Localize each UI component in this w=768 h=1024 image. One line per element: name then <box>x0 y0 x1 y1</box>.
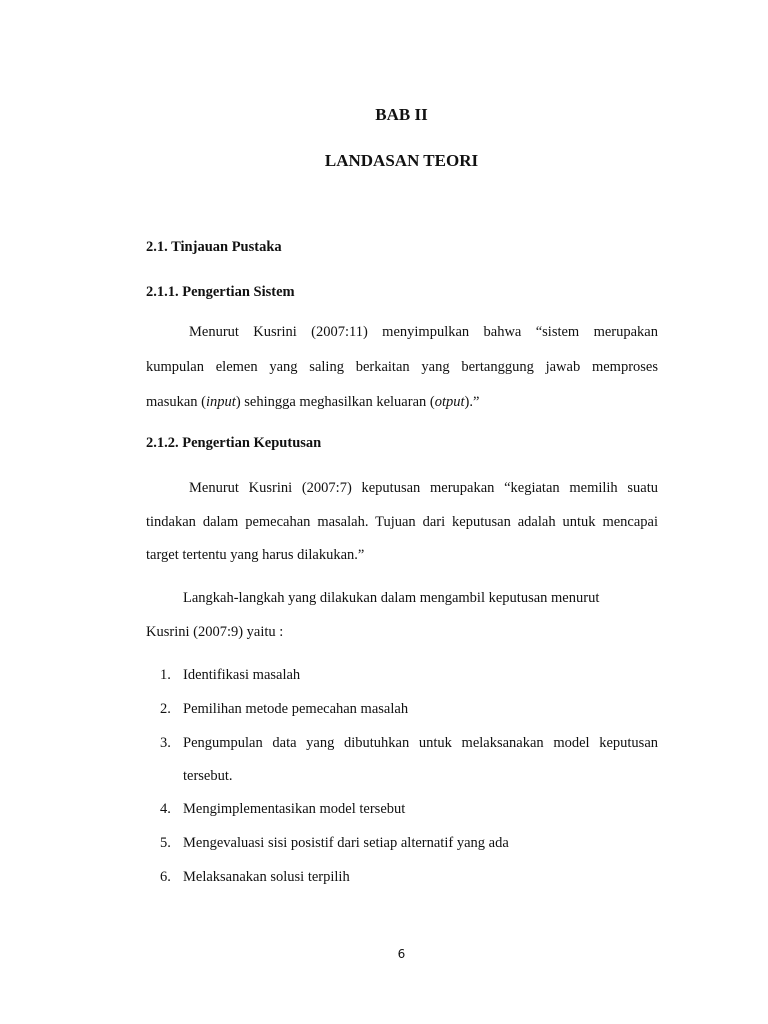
list-item <box>160 701 408 718</box>
list-item-number: 5. <box>160 835 171 851</box>
keputusan-paragraph-line-2: tindakan dalam pemecahan masalah. Tujuan dari keputusan adalah untuk mencapai <box>146 514 658 530</box>
section-heading-2-1-2: 2.1.2. Pengertian Keputusan <box>146 435 322 451</box>
list-item <box>160 801 405 818</box>
sistem-paragraph-line-2: kumpulan elemen yang saling berkaitan yang bertanggung jawab memproses <box>146 359 658 375</box>
list-item-number: 3. <box>160 735 171 751</box>
list-item-text: Melaksanakan solusi terpilih <box>183 869 350 885</box>
keputusan-paragraph-line-1: Menurut Kusrini (2007:7) keputusan merupakan “kegiatan memilih suatu <box>189 480 658 496</box>
page-number: 6 <box>397 947 406 961</box>
list-item-number: 1. <box>160 667 171 683</box>
sistem-paragraph-line-3 <box>146 394 479 411</box>
list-item <box>160 835 509 852</box>
input-term: input <box>206 394 236 410</box>
text-fragment: ).” <box>464 394 480 410</box>
list-item-text: Mengimplementasikan model tersebut <box>183 801 406 817</box>
list-item <box>160 735 658 752</box>
list-item-number: 4. <box>160 801 171 817</box>
steps-intro-line-1: Langkah-langkah yang dilakukan dalam mengambil keputusan menurut <box>183 590 600 606</box>
list-item <box>160 869 350 886</box>
steps-intro-line-2: Kusrini (2007:9) yaitu : <box>146 624 284 640</box>
chapter-title: LANDASAN TEORI <box>324 151 479 170</box>
text-fragment: masukan ( <box>146 394 206 410</box>
sistem-paragraph-line-1: Menurut Kusrini (2007:11) menyimpulkan bahwa “sistem merupakan <box>189 324 658 340</box>
list-item-text: Pemilihan metode pemecahan masalah <box>183 701 409 717</box>
list-item-text: Mengevaluasi sisi posistif dari setiap alternatif yang ada <box>183 835 509 851</box>
list-item-number: 6. <box>160 869 171 885</box>
list-item-number: 2. <box>160 701 171 717</box>
text-fragment: ) sehingga meghasilkan keluaran ( <box>235 394 435 410</box>
keputusan-paragraph-line-3: target tertentu yang harus dilakukan.” <box>146 547 365 563</box>
list-item-text: Pengumpulan data yang dibutuhkan untuk melaksanakan model keputusan <box>183 735 658 751</box>
output-term: otput <box>434 394 465 410</box>
chapter-number: BAB II <box>375 105 428 124</box>
section-heading-2-1-1: 2.1.1. Pengertian Sistem <box>146 284 295 300</box>
list-item-text: Identifikasi masalah <box>183 667 301 683</box>
list-item-continuation: tersebut. <box>183 768 233 784</box>
list-item <box>160 667 300 684</box>
section-heading-2-1: 2.1. Tinjauan Pustaka <box>146 239 282 255</box>
